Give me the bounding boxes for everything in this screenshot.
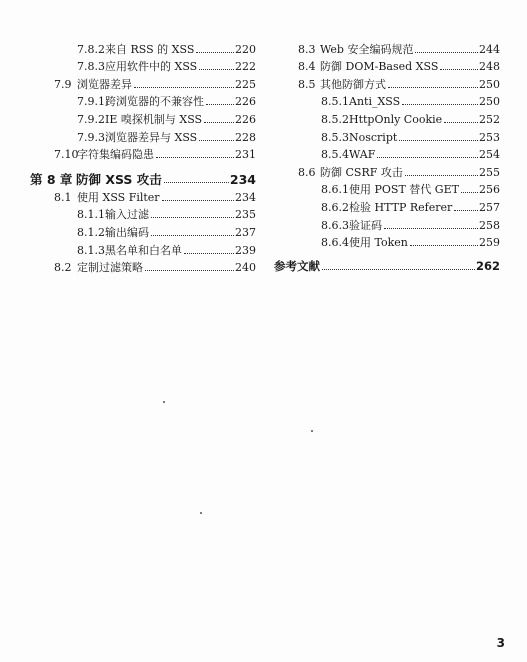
toc-entry-title: 定制过滤策略 bbox=[77, 261, 143, 275]
toc-entry-page: 244 bbox=[479, 42, 500, 56]
toc-entry-page: 256 bbox=[479, 183, 500, 197]
toc-subsection-entry[interactable] bbox=[274, 214, 500, 232]
toc-entry-title: IE 嗅探机制与 XSS bbox=[105, 112, 203, 126]
toc-subsection-entry[interactable] bbox=[274, 91, 500, 109]
scan-speck bbox=[163, 401, 165, 403]
toc-entry-page: 240 bbox=[235, 261, 256, 275]
toc-entry-number: 8.5 bbox=[298, 77, 316, 91]
toc-references-entry[interactable] bbox=[274, 255, 500, 273]
toc-entry-title: 跨浏览器的不兼容性 bbox=[105, 95, 204, 109]
scan-speck bbox=[311, 430, 313, 432]
toc-subsection-entry[interactable] bbox=[30, 204, 256, 222]
toc-entry-page: 234 bbox=[235, 190, 256, 204]
toc-entry-title: Anti_XSS bbox=[349, 95, 401, 109]
toc-entry-page: 255 bbox=[479, 165, 500, 179]
dot-leader bbox=[444, 122, 478, 123]
toc-entry-title: 输出编码 bbox=[105, 225, 149, 239]
toc-right-column bbox=[274, 38, 500, 273]
toc-section-entry[interactable] bbox=[30, 257, 256, 275]
toc-section-entry[interactable] bbox=[274, 38, 500, 56]
toc-entry-page: 262 bbox=[475, 258, 500, 273]
toc-entry-number: 8.6 bbox=[298, 165, 316, 179]
toc-entry-title: 浏览器差异与 XSS bbox=[105, 130, 198, 144]
toc-entry-title: 防御 CSRF 攻击 bbox=[320, 165, 403, 179]
toc-entry-number: 8.1.3 bbox=[77, 243, 105, 257]
toc-entry-page: 257 bbox=[479, 200, 500, 214]
toc-entry-page: 237 bbox=[235, 225, 256, 239]
toc-section-entry[interactable] bbox=[274, 56, 500, 74]
dot-leader bbox=[196, 52, 234, 53]
toc-entry-page: 226 bbox=[235, 112, 256, 126]
toc-subsection-entry[interactable] bbox=[274, 196, 500, 214]
toc-entry-title: 参考文献 bbox=[274, 258, 320, 273]
toc-entry-number: 7.8.3 bbox=[77, 60, 105, 74]
dot-leader bbox=[377, 157, 478, 158]
toc-subsection-entry[interactable] bbox=[274, 144, 500, 162]
toc-entry-page: 254 bbox=[479, 148, 500, 162]
toc-entry-number: 8.3 bbox=[298, 42, 316, 56]
toc-section-entry[interactable] bbox=[274, 73, 500, 91]
dot-leader bbox=[162, 200, 234, 201]
toc-entry-title: 防御 XSS 攻击 bbox=[76, 172, 162, 188]
dot-leader bbox=[206, 104, 234, 105]
toc-subsection-entry[interactable] bbox=[30, 221, 256, 239]
toc-entry-title: 检验 HTTP Referer bbox=[349, 200, 453, 214]
toc-entry-number: 8.1 bbox=[54, 190, 72, 204]
toc-entry-page: 252 bbox=[479, 112, 500, 126]
toc-subsection-entry[interactable] bbox=[30, 91, 256, 109]
dot-leader bbox=[402, 104, 478, 105]
toc-entry-page: 231 bbox=[235, 148, 256, 162]
toc-subsection-entry[interactable] bbox=[30, 126, 256, 144]
toc-entry-title: 使用 POST 替代 GET bbox=[349, 183, 459, 197]
dot-leader bbox=[415, 52, 478, 53]
dot-leader bbox=[199, 140, 234, 141]
toc-section-entry[interactable] bbox=[30, 73, 256, 91]
dot-leader bbox=[151, 235, 234, 236]
toc-subsection-entry[interactable] bbox=[274, 179, 500, 197]
toc-entry-title: Web 安全编码规范 bbox=[320, 42, 414, 56]
toc-entry-number: 7.9 bbox=[54, 77, 72, 91]
toc-entry-title: Noscript bbox=[349, 130, 398, 144]
toc-entry-number: 7.9.2 bbox=[77, 112, 105, 126]
dot-leader bbox=[322, 269, 475, 270]
toc-section-entry[interactable] bbox=[30, 186, 256, 204]
toc-subsection-entry[interactable] bbox=[30, 56, 256, 74]
toc-entry-title: WAF bbox=[349, 148, 376, 162]
dot-leader bbox=[454, 210, 478, 211]
dot-leader bbox=[405, 175, 478, 176]
toc-entry-number: 8.5.1 bbox=[321, 95, 349, 109]
dot-leader bbox=[134, 87, 234, 88]
toc-entry-number: 8.4 bbox=[298, 60, 316, 74]
toc-entry-title: 黑名单和白名单 bbox=[105, 243, 182, 257]
dot-leader bbox=[388, 87, 478, 88]
toc-entry-page: 253 bbox=[479, 130, 500, 144]
toc-entry-number: 8.5.4 bbox=[321, 148, 349, 162]
toc-subsection-entry[interactable] bbox=[30, 239, 256, 257]
dot-leader bbox=[156, 157, 234, 158]
toc-entry-page: 258 bbox=[479, 218, 500, 232]
toc-entry-number: 7.10 bbox=[54, 148, 79, 162]
page-number: 3 bbox=[496, 636, 505, 650]
dot-leader bbox=[164, 182, 229, 183]
dot-leader bbox=[384, 228, 478, 229]
toc-entry-title: 其他防御方式 bbox=[320, 77, 386, 91]
toc-left-column bbox=[30, 38, 256, 274]
toc-chapter-entry[interactable] bbox=[30, 163, 256, 186]
dot-leader bbox=[151, 217, 234, 218]
toc-subsection-entry[interactable] bbox=[30, 38, 256, 56]
toc-entry-page: 222 bbox=[235, 60, 256, 74]
dot-leader bbox=[145, 270, 234, 271]
dot-leader bbox=[461, 192, 478, 193]
toc-entry-number: 7.9.3 bbox=[77, 130, 105, 144]
dot-leader bbox=[184, 253, 234, 254]
toc-entry-page: 259 bbox=[479, 236, 500, 250]
toc-entry-title: 应用软件中的 XSS bbox=[105, 60, 198, 74]
toc-entry-number: 第 8 章 bbox=[30, 172, 73, 188]
toc-entry-page: 235 bbox=[235, 208, 256, 222]
toc-entry-page: 250 bbox=[479, 95, 500, 109]
toc-entry-number: 7.8.2 bbox=[77, 42, 105, 56]
toc-entry-title: 使用 XSS Filter bbox=[77, 190, 160, 204]
dot-leader bbox=[399, 140, 478, 141]
toc-entry-page: 228 bbox=[235, 130, 256, 144]
toc-entry-number: 8.6.4 bbox=[321, 236, 349, 250]
toc-entry-title: 字符集编码隐患 bbox=[77, 148, 154, 162]
toc-entry-title: 浏览器差异 bbox=[77, 77, 132, 91]
dot-leader bbox=[199, 69, 234, 70]
toc-entry-number: 8.6.3 bbox=[321, 218, 349, 232]
dot-leader bbox=[204, 122, 234, 123]
toc-entry-page: 250 bbox=[479, 77, 500, 91]
toc-entry-title: 输入过滤 bbox=[105, 208, 149, 222]
toc-entry-number: 8.5.2 bbox=[321, 112, 349, 126]
toc-entry-number: 8.1.1 bbox=[77, 208, 105, 222]
scan-speck bbox=[200, 512, 202, 514]
toc-entry-page: 239 bbox=[235, 243, 256, 257]
toc-entry-title: HttpOnly Cookie bbox=[349, 112, 443, 126]
toc-entry-number: 7.9.1 bbox=[77, 95, 105, 109]
toc-entry-page: 225 bbox=[235, 77, 256, 91]
toc-entry-number: 8.5.3 bbox=[321, 130, 349, 144]
toc-subsection-entry[interactable] bbox=[274, 126, 500, 144]
toc-entry-title: 使用 Token bbox=[349, 236, 408, 250]
toc-entry-title: 验证码 bbox=[349, 218, 382, 232]
toc-entry-number: 8.1.2 bbox=[77, 225, 105, 239]
toc-entry-page: 226 bbox=[235, 95, 256, 109]
toc-entry-page: 248 bbox=[479, 60, 500, 74]
toc-subsection-entry[interactable] bbox=[30, 108, 256, 126]
toc-section-entry[interactable] bbox=[30, 144, 256, 162]
toc-subsection-entry[interactable] bbox=[274, 108, 500, 126]
toc-entry-page: 220 bbox=[235, 42, 256, 56]
toc-entry-number: 8.6.2 bbox=[321, 200, 349, 214]
dot-leader bbox=[440, 69, 478, 70]
toc-entry-number: 8.6.1 bbox=[321, 183, 349, 197]
toc-section-entry[interactable] bbox=[274, 161, 500, 179]
toc-subsection-entry[interactable] bbox=[274, 232, 500, 250]
toc-entry-page: 234 bbox=[229, 172, 256, 188]
toc-entry-title: 防御 DOM-Based XSS bbox=[320, 60, 439, 74]
dot-leader bbox=[410, 245, 478, 246]
toc-entry-number: 8.2 bbox=[54, 261, 72, 275]
toc-entry-title: 来自 RSS 的 XSS bbox=[105, 42, 195, 56]
